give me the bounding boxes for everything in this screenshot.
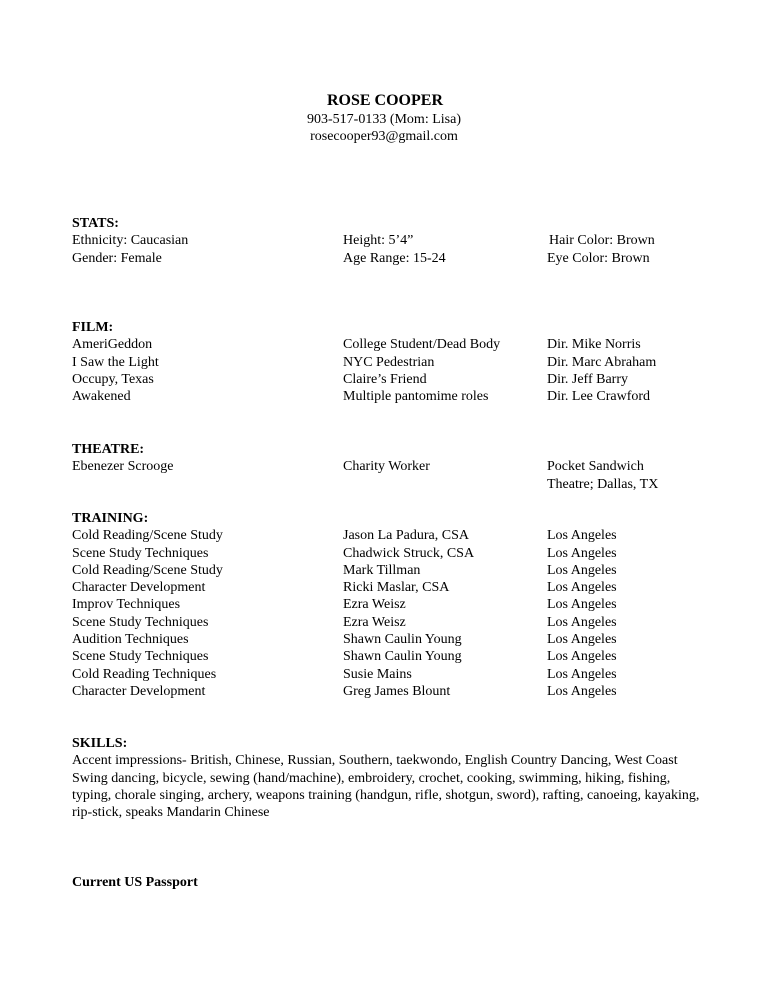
training-row [72, 666, 702, 683]
film-director-cell: Dir. Mike Norris [547, 337, 641, 353]
training-class-cell: Character Development [72, 683, 206, 699]
film-section [72, 319, 702, 405]
film-role-cell: Claire’s Friend [343, 371, 427, 387]
training-row [72, 579, 702, 596]
stats-cell: Ethnicity: Caucasian [72, 233, 189, 249]
training-class-cell: Scene Study Techniques [72, 545, 209, 561]
film-title-cell: Awakened [72, 389, 131, 405]
training-class-cell: Scene Study Techniques [72, 614, 209, 630]
training-section [72, 510, 702, 700]
skills-section [72, 735, 702, 821]
film-director-cell: Dir. Marc Abraham [547, 354, 657, 370]
training-teacher-cell: Ezra Weisz [343, 597, 406, 613]
film-role-cell: College Student/Dead Body [343, 337, 501, 353]
theatre-role-cell: Charity Worker [343, 459, 430, 475]
theatre-section [72, 441, 702, 493]
training-class-cell: Cold Reading/Scene Study [72, 528, 223, 544]
stats-title: STATS: [72, 216, 119, 231]
training-location-cell: Los Angeles [547, 666, 617, 682]
film-title-cell: Occupy, Texas [72, 371, 154, 387]
theatre-row [72, 458, 702, 493]
film-director-cell: Dir. Jeff Barry [547, 371, 628, 387]
training-location-cell: Los Angeles [547, 614, 617, 630]
training-class-cell: Scene Study Techniques [72, 649, 209, 665]
training-teacher-cell: Ezra Weisz [343, 614, 406, 630]
training-row [72, 562, 702, 579]
film-role-cell: NYC Pedestrian [343, 354, 435, 370]
stats-cell: Gender: Female [72, 250, 162, 266]
stats-cell: Height: 5’4” [343, 233, 414, 249]
training-teacher-cell: Chadwick Struck, CSA [343, 545, 475, 561]
skills-text: Accent impressions- British, Chinese, Russian, Southern, taekwondo, English Country Dancing, West Coast Swing dancing, bicycle, sewing (hand/machine), embroidery, crochet, cooking, swimming, hiking, fishing, typing, chorale singing, archery, weapons training (handgun, rifle, shotgun, sword), rafting, canoeing, kayaking, rip-stick, speaks Mandarin Chinese [72, 753, 700, 821]
resume-header [0, 91, 768, 145]
training-class-cell: Improv Techniques [72, 597, 181, 613]
training-location-cell: Los Angeles [547, 597, 617, 613]
training-teacher-cell: Greg James Blount [343, 683, 451, 699]
stats-cell: Hair Color: Brown [549, 233, 655, 249]
training-location-cell: Los Angeles [547, 580, 617, 596]
training-teacher-cell: Shawn Caulin Young [343, 632, 462, 648]
film-row [72, 388, 702, 405]
film-row [72, 336, 702, 353]
skills-title: SKILLS: [72, 736, 128, 751]
stats-cell: Age Range: 15-24 [343, 250, 446, 266]
training-class-cell: Cold Reading/Scene Study [72, 562, 223, 578]
training-location-cell: Los Angeles [547, 545, 617, 561]
training-location-cell: Los Angeles [547, 562, 617, 578]
training-title: TRAINING: [72, 511, 149, 526]
stats-row [72, 250, 702, 267]
training-class-cell: Audition Techniques [72, 632, 189, 648]
phone-number: 903-517-0133 (Mom: Lisa) [307, 112, 461, 127]
training-teacher-cell: Shawn Caulin Young [343, 649, 462, 665]
training-row [72, 631, 702, 648]
training-row [72, 527, 702, 544]
training-row [72, 545, 702, 562]
actor-name: ROSE COOPER [326, 92, 443, 109]
training-row [72, 596, 702, 613]
film-title-cell: I Saw the Light [72, 354, 159, 370]
theatre-venue-cell: Pocket Sandwich Theatre; Dallas, TX [547, 459, 659, 492]
training-row [72, 614, 702, 631]
training-location-cell: Los Angeles [547, 528, 617, 544]
training-teacher-cell: Jason La Padura, CSA [343, 528, 469, 544]
training-row [72, 683, 702, 700]
training-location-cell: Los Angeles [547, 683, 617, 699]
film-row [72, 371, 702, 388]
training-location-cell: Los Angeles [547, 649, 617, 665]
training-teacher-cell: Mark Tillman [343, 562, 421, 578]
film-title: FILM: [72, 320, 114, 335]
training-location-cell: Los Angeles [547, 632, 617, 648]
training-class-cell: Character Development [72, 580, 206, 596]
training-teacher-cell: Susie Mains [343, 666, 412, 682]
stats-section [72, 215, 702, 267]
film-title-cell: AmeriGeddon [72, 337, 153, 353]
film-director-cell: Dir. Lee Crawford [547, 389, 651, 405]
film-role-cell: Multiple pantomime roles [343, 389, 489, 405]
training-teacher-cell: Ricki Maslar, CSA [343, 580, 450, 596]
theatre-show-cell: Ebenezer Scrooge [72, 459, 174, 475]
theatre-title: THEATRE: [72, 442, 145, 457]
film-row [72, 354, 702, 371]
training-row [72, 648, 702, 665]
training-class-cell: Cold Reading Techniques [72, 666, 217, 682]
stats-row [72, 232, 702, 249]
passport-note: Current US Passport [72, 875, 198, 890]
email-address: rosecooper93@gmail.com [310, 129, 458, 144]
stats-cell: Eye Color: Brown [547, 250, 650, 266]
